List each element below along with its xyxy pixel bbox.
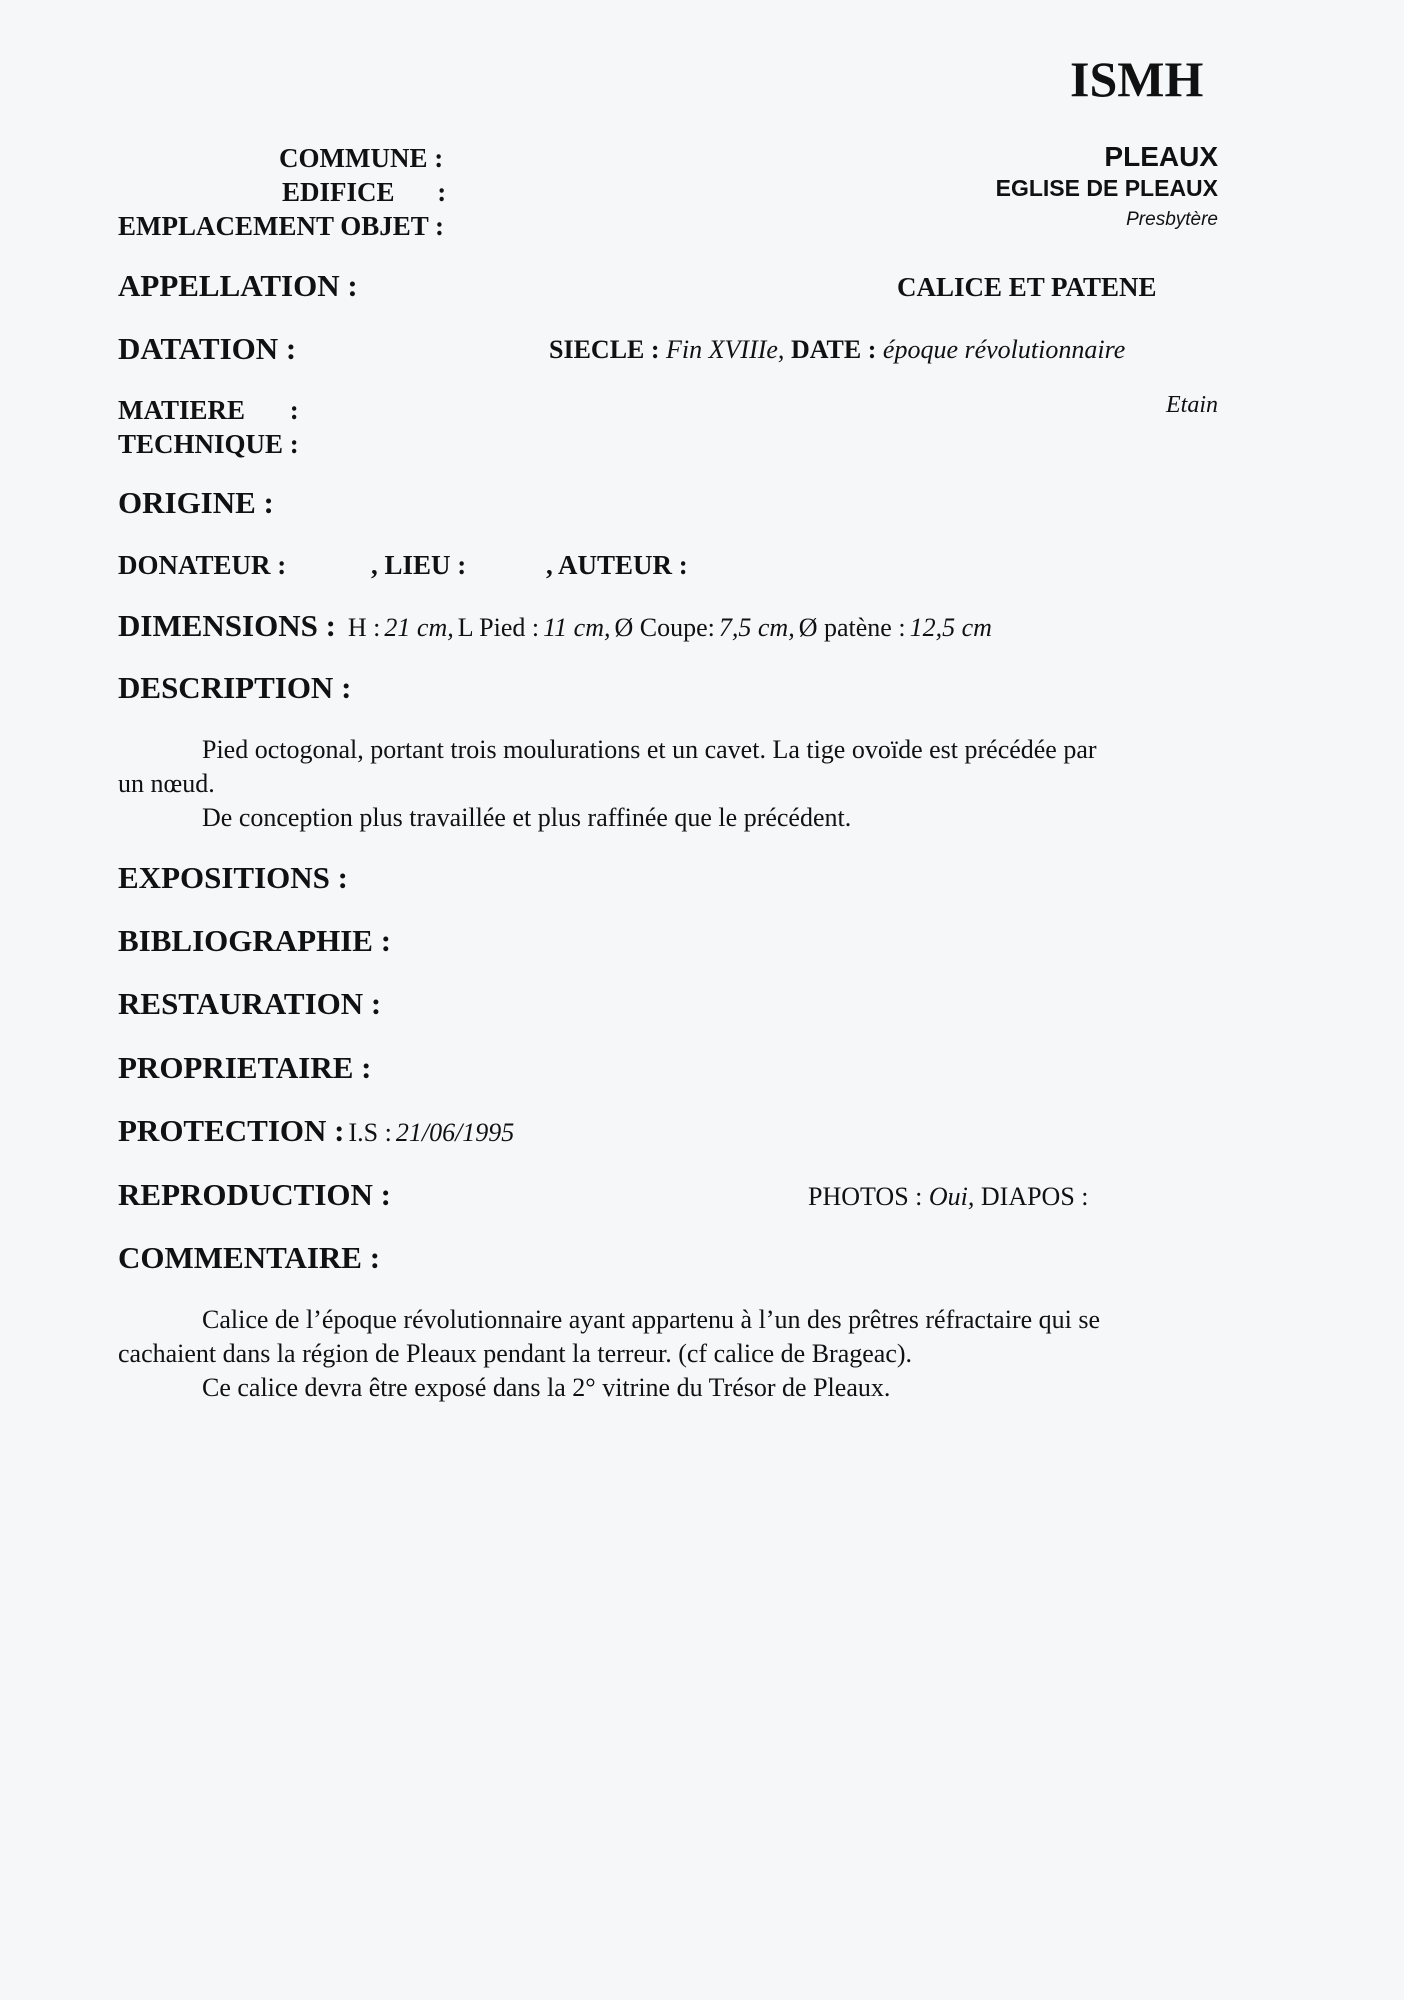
reproduction-values: [808, 1182, 1089, 1212]
edifice-label: EDIFICE :: [282, 177, 447, 207]
origine-label: ORIGINE :: [118, 485, 274, 520]
dim-pied-label: L Pied :: [457, 613, 540, 642]
diapos-label: DIAPOS :: [980, 1182, 1089, 1211]
dim-h-label: H :: [347, 613, 381, 642]
appellation-value: CALICE ET PATENE: [897, 272, 1157, 302]
ismh-badge: ISMH: [1070, 51, 1204, 107]
date-label: DATE :: [790, 335, 877, 364]
protection-is-value: 21/06/1995: [395, 1118, 515, 1147]
commune-label: COMMUNE :: [279, 143, 444, 173]
commentaire-label: COMMENTAIRE :: [118, 1240, 381, 1275]
proprietaire-label: PROPRIETAIRE :: [118, 1050, 372, 1085]
reproduction-label: REPRODUCTION :: [118, 1177, 391, 1212]
datation-label: DATATION :: [118, 331, 297, 366]
expositions-label: EXPOSITIONS :: [118, 860, 348, 895]
emplacement-label: EMPLACEMENT OBJET :: [118, 211, 445, 241]
siecle-value: Fin XVIIIe,: [666, 335, 785, 364]
commentaire-line-3: Ce calice devra être exposé dans la 2° vitrine du Trésor de Pleaux.: [202, 1373, 891, 1402]
commentaire-line-2: cachaient dans la région de Pleaux pendant la terreur. (cf calice de Brageac).: [118, 1339, 913, 1368]
photos-label: PHOTOS :: [808, 1182, 923, 1211]
dim-h-value: 21 cm,: [384, 613, 454, 642]
description-line-2: un nœud.: [118, 769, 215, 798]
description-line-1: Pied octogonal, portant trois moulurations et un cavet. La tige ovoïde est précédée par: [202, 735, 1097, 764]
dim-patene-value: 12,5 cm: [909, 613, 992, 642]
technique-label: TECHNIQUE :: [118, 429, 299, 459]
commune-value: PLEAUX: [1104, 141, 1218, 172]
datation-values: [549, 335, 1125, 365]
protection-row: [118, 1113, 514, 1149]
photos-value: Oui,: [928, 1182, 975, 1211]
matiere-value: Etain: [1166, 392, 1218, 418]
dimensions-label: DIMENSIONS :: [118, 608, 336, 643]
appellation-label: APPELLATION :: [118, 268, 358, 303]
dim-coupe-label: Ø Coupe:: [614, 613, 715, 642]
date-value: époque révolutionnaire: [882, 335, 1126, 364]
lieu-label: , LIEU :: [371, 550, 467, 580]
protection-label: PROTECTION :: [118, 1113, 345, 1148]
matiere-label: MATIERE :: [118, 395, 299, 425]
description-label: DESCRIPTION :: [118, 670, 352, 705]
edifice-value: EGLISE DE PLEAUX: [995, 175, 1218, 201]
bibliographie-label: BIBLIOGRAPHIE :: [118, 923, 392, 958]
dimensions-row: [118, 608, 992, 644]
description-line-3: De conception plus travaillée et plus raffinée que le précédent.: [202, 803, 852, 832]
donateur-label: DONATEUR :: [118, 550, 287, 580]
commentaire-line-1: Calice de l’époque révolutionnaire ayant appartenu à l’un des prêtres réfractaire qui se: [202, 1305, 1101, 1334]
dim-pied-value: 11 cm,: [543, 613, 611, 642]
siecle-label: SIECLE :: [549, 335, 660, 364]
auteur-label: , AUTEUR :: [546, 550, 688, 580]
restauration-label: RESTAURATION :: [118, 986, 382, 1021]
dim-patene-label: Ø patène :: [798, 613, 906, 642]
protection-is-label: I.S :: [348, 1118, 392, 1147]
emplacement-value: Presbytère: [1126, 209, 1218, 230]
dim-coupe-value: 7,5 cm,: [718, 613, 795, 642]
